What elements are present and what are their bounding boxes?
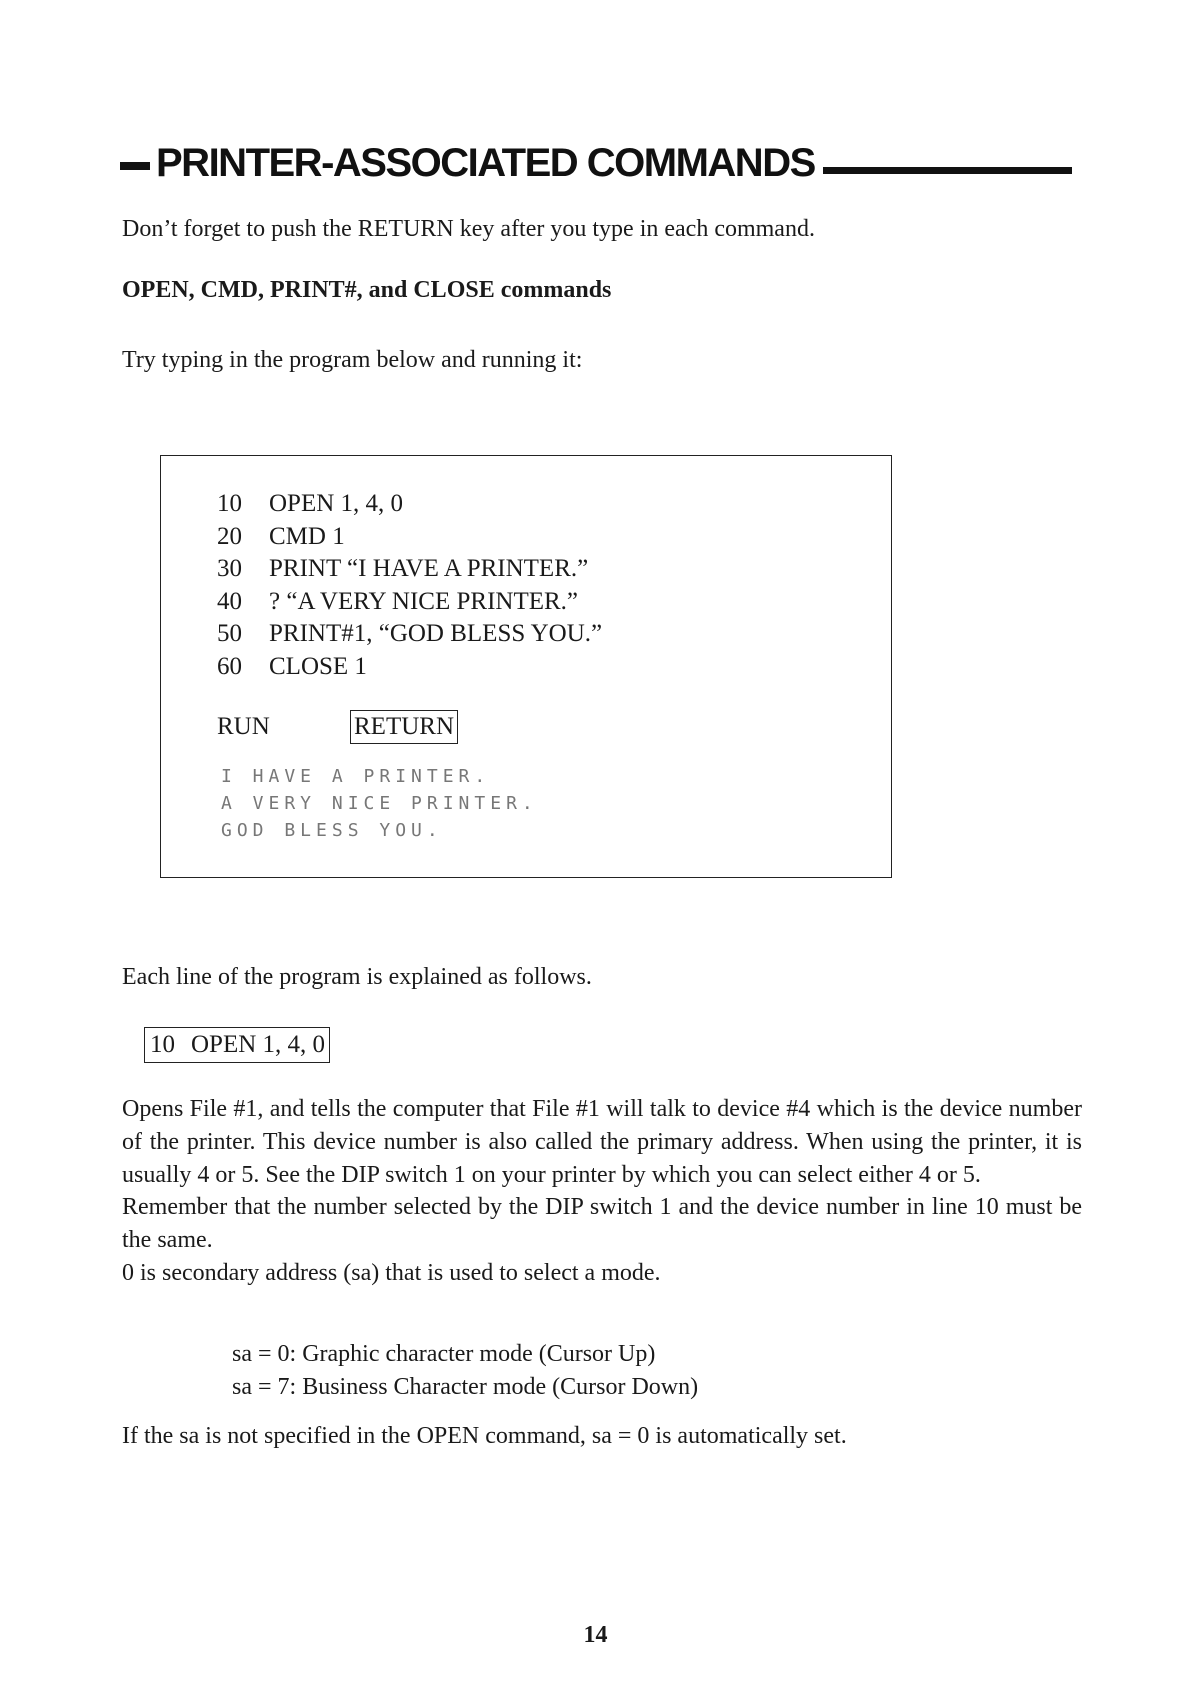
line-number: 40	[217, 587, 242, 615]
sa-mode-item: sa = 0: Graphic character mode (Cursor Up)	[232, 1341, 656, 1367]
line-code: PRINT#1, “GOD BLESS YOU.”	[269, 620, 603, 647]
label-line-number: 10	[150, 1031, 175, 1058]
intro-text: Don’t forget to push the RETURN key after you type in each command.	[122, 216, 815, 242]
program-line	[217, 651, 602, 684]
explanation-paragraph: 0 is secondary address (sa) that is used to select a mode.	[122, 1259, 661, 1286]
output-line: A VERY NICE PRINTER.	[221, 793, 538, 814]
commands-subheading: OPEN, CMD, PRINT#, and CLOSE commands	[122, 277, 612, 303]
line-code: CMD 1	[269, 522, 345, 550]
return-key-label: RETURN	[350, 710, 458, 744]
program-listing-box	[160, 455, 892, 878]
sa-mode-item: sa = 7: Business Character mode (Cursor Down)	[232, 1374, 699, 1400]
section-title: PRINTER-ASSOCIATED COMMANDS	[156, 140, 815, 185]
heading-trailing-rule	[823, 167, 1072, 174]
page-number: 14	[583, 1622, 608, 1648]
explanation-intro: Each line of the program is explained as follows.	[122, 964, 592, 990]
label-line-code: OPEN 1, 4, 0	[191, 1031, 326, 1058]
line-number: 30	[217, 555, 242, 582]
explanation-paragraph: Opens File #1, and tells the computer that File #1 will talk to device #4 which is the device number of the printer. This device number is also called the primary address. When using the printer, it is usually 4 or 5. See the DIP switch 1 on your printer by which you can select either 4 or 5.	[122, 1096, 1082, 1188]
instruction-text: Try typing in the program below and running it:	[122, 347, 583, 373]
explanation-paragraph: Remember that the number selected by the DIP switch 1 and the device number in line 10 must be the same.	[122, 1194, 1082, 1254]
heading-lead-rule	[120, 162, 150, 170]
program-line	[217, 553, 602, 586]
explanation-body	[122, 1093, 1082, 1290]
program-line	[217, 488, 602, 521]
program-lines	[217, 488, 602, 683]
line-code: OPEN 1, 4, 0	[269, 490, 404, 517]
line-number: 20	[217, 522, 242, 550]
secondary-address-modes	[232, 1338, 698, 1404]
section-heading	[120, 138, 1072, 188]
line-number: 10	[217, 490, 242, 517]
line-code: PRINT “I HAVE A PRINTER.”	[269, 555, 589, 582]
output-line: GOD BLESS YOU.	[221, 820, 443, 841]
program-line	[217, 586, 602, 619]
line-10-label-box	[144, 1027, 330, 1063]
program-line	[217, 618, 602, 651]
output-line: I HAVE A PRINTER.	[221, 766, 491, 787]
line-number: 50	[217, 620, 242, 647]
run-command-row	[217, 710, 458, 744]
line-code: CLOSE 1	[269, 652, 367, 680]
closing-text: If the sa is not specified in the OPEN command, sa = 0 is automatically set.	[122, 1423, 847, 1449]
line-number: 60	[217, 652, 242, 680]
program-line	[217, 521, 602, 554]
printer-output	[221, 763, 538, 844]
run-command: RUN	[217, 713, 270, 740]
line-code: ? “A VERY NICE PRINTER.”	[269, 587, 579, 615]
